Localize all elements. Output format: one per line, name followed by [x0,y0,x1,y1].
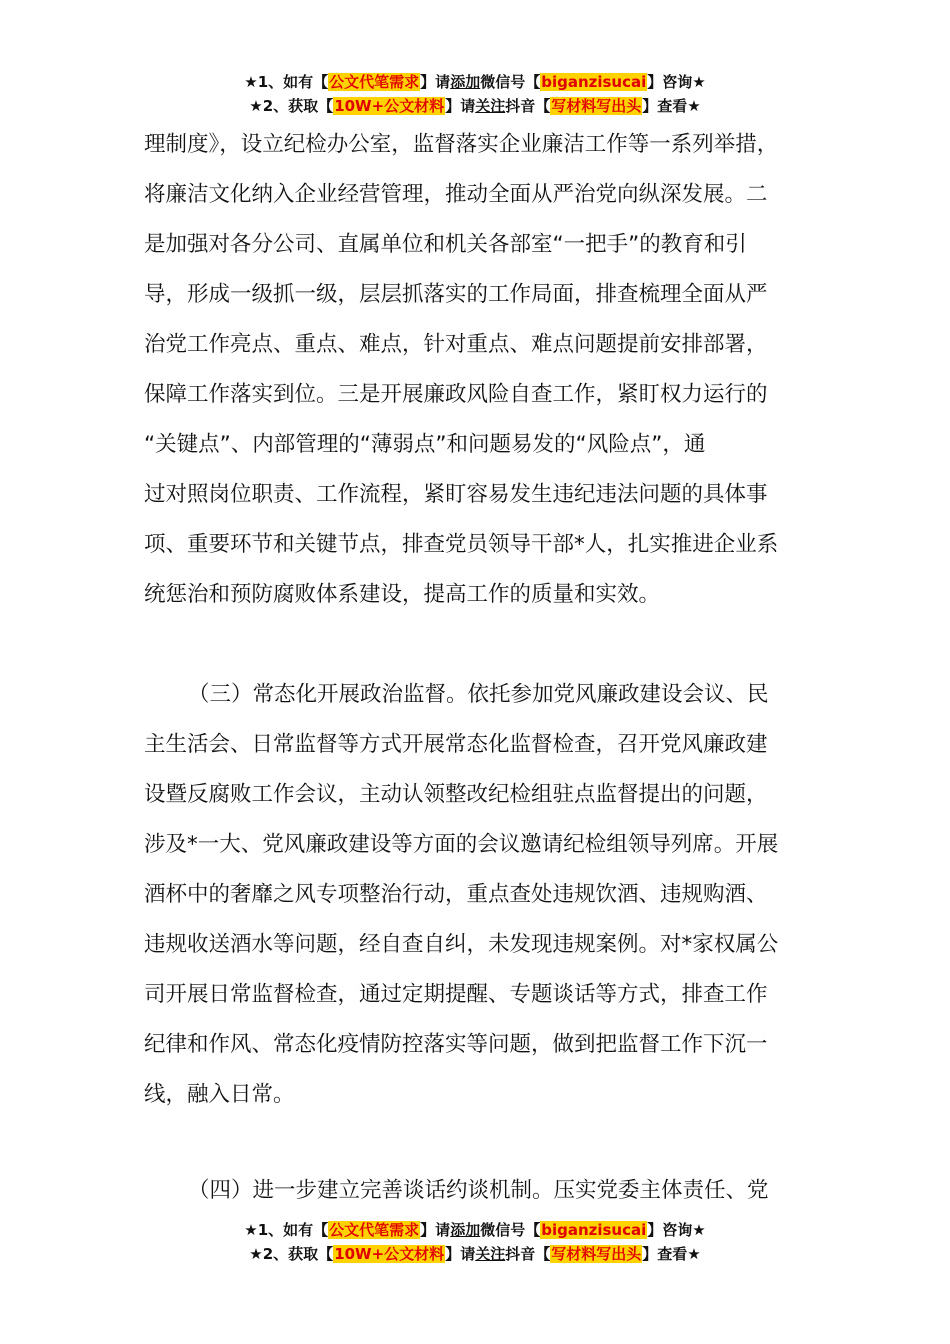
paragraph-continuation [144,120,834,620]
banner-emphasis: 添加 [450,1221,481,1239]
banner-text: 】请 [445,1245,476,1263]
text-line: 司开展日常监督检查，通过定期提醒、专题谈话等方式，排查工作 [144,982,768,1007]
text-line: 将廉洁文化纳入企业经营管理，推动全面从严治党向纵深发展。二 [144,182,768,207]
text-line: 治党工作亮点、重点、难点，针对重点、难点问题提前安排部署， [144,332,768,357]
text-line: 保障工作落实到位。三是开展廉政风险自查工作，紧盯权力运行的 [144,382,768,407]
banner-highlight: 公文代笔需求 [329,1221,420,1239]
banner-text: 微信号【 [480,73,541,91]
banner-text: 】请 [420,1221,451,1239]
banner-highlight: biganzisucai [541,1221,647,1239]
banner-text: ★1、如有【 [244,73,329,91]
banner-emphasis: 关注 [475,1245,506,1263]
text-line: （四）进一步建立完善谈话约谈机制。压实党委主体责任、党 [188,1178,769,1203]
text-line: 理制度》，设立纪检办公室，监督落实企业廉洁工作等一系列举措， [144,132,779,157]
banner-text: 】请 [445,97,476,115]
banner-highlight: 10W+公文材料 [334,1245,445,1263]
text-line: 项、重要环节和关键节点，排查党员领导干部*人，扎实推进企业系 [144,532,779,557]
text-line: 过对照岗位职责、工作流程，紧盯容易发生违纪违法问题的具体事 [144,482,768,507]
text-line: 酒杯中的奢靡之风专项整治行动，重点查处违规饮酒、违规购酒、 [144,882,768,907]
banner-line-1 [0,1218,950,1242]
banner-text: ★1、如有【 [244,1221,329,1239]
header-banner [0,70,950,118]
banner-text: ★2、获取【 [249,1245,334,1263]
banner-text: 】请 [420,73,451,91]
banner-text: 抖音【 [505,1245,551,1263]
banner-highlight: 10W+公文材料 [334,97,445,115]
banner-highlight: biganzisucai [541,73,647,91]
paragraph-political-supervision [144,670,834,1120]
paragraph-interview-mechanism [144,1166,834,1216]
banner-text: 】查看★ [642,97,701,115]
text-line: “关键点”、内部管理的“薄弱点”和问题易发的“风险点”，通 [144,432,706,457]
text-line: 涉及*一大、党风廉政建设等方面的会议邀请纪检组领导列席。开展 [144,832,779,857]
text-line: 主生活会、日常监督等方式开展常态化监督检查，召开党风廉政建 [144,732,768,757]
banner-highlight: 写材料写出头 [551,1245,642,1263]
banner-line-2 [0,1242,950,1266]
banner-text: 】查看★ [642,1245,701,1263]
text-line: 违规收送酒水等问题，经自查自纠，未发现违规案例。对*家权属公 [144,932,779,957]
banner-text: 抖音【 [505,97,551,115]
text-line: （三）常态化开展政治监督。依托参加党风廉政建设会议、民 [188,682,769,707]
text-line: 线，融入日常。 [144,1082,295,1107]
banner-text: ★2、获取【 [249,97,334,115]
banner-text: 】咨询★ [647,1221,706,1239]
banner-line-2 [0,94,950,118]
text-line: 纪律和作风、常态化疫情防控落实等问题，做到把监督工作下沉一 [144,1032,768,1057]
banner-text: 】咨询★ [647,73,706,91]
banner-line-1 [0,70,950,94]
text-line: 是加强对各分公司、直属单位和机关各部室“一把手”的教育和引 [144,232,747,257]
banner-highlight: 写材料写出头 [551,97,642,115]
banner-emphasis: 关注 [475,97,506,115]
banner-text: 微信号【 [480,1221,541,1239]
banner-highlight: 公文代笔需求 [329,73,420,91]
banner-emphasis: 添加 [450,73,481,91]
text-line: 设暨反腐败工作会议，主动认领整改纪检组驻点监督提出的问题， [144,782,768,807]
footer-banner [0,1218,950,1266]
text-line: 导，形成一级抓一级，层层抓落实的工作局面，排查梳理全面从严 [144,282,768,307]
text-line: 统惩治和预防腐败体系建设，提高工作的质量和实效。 [144,582,661,607]
